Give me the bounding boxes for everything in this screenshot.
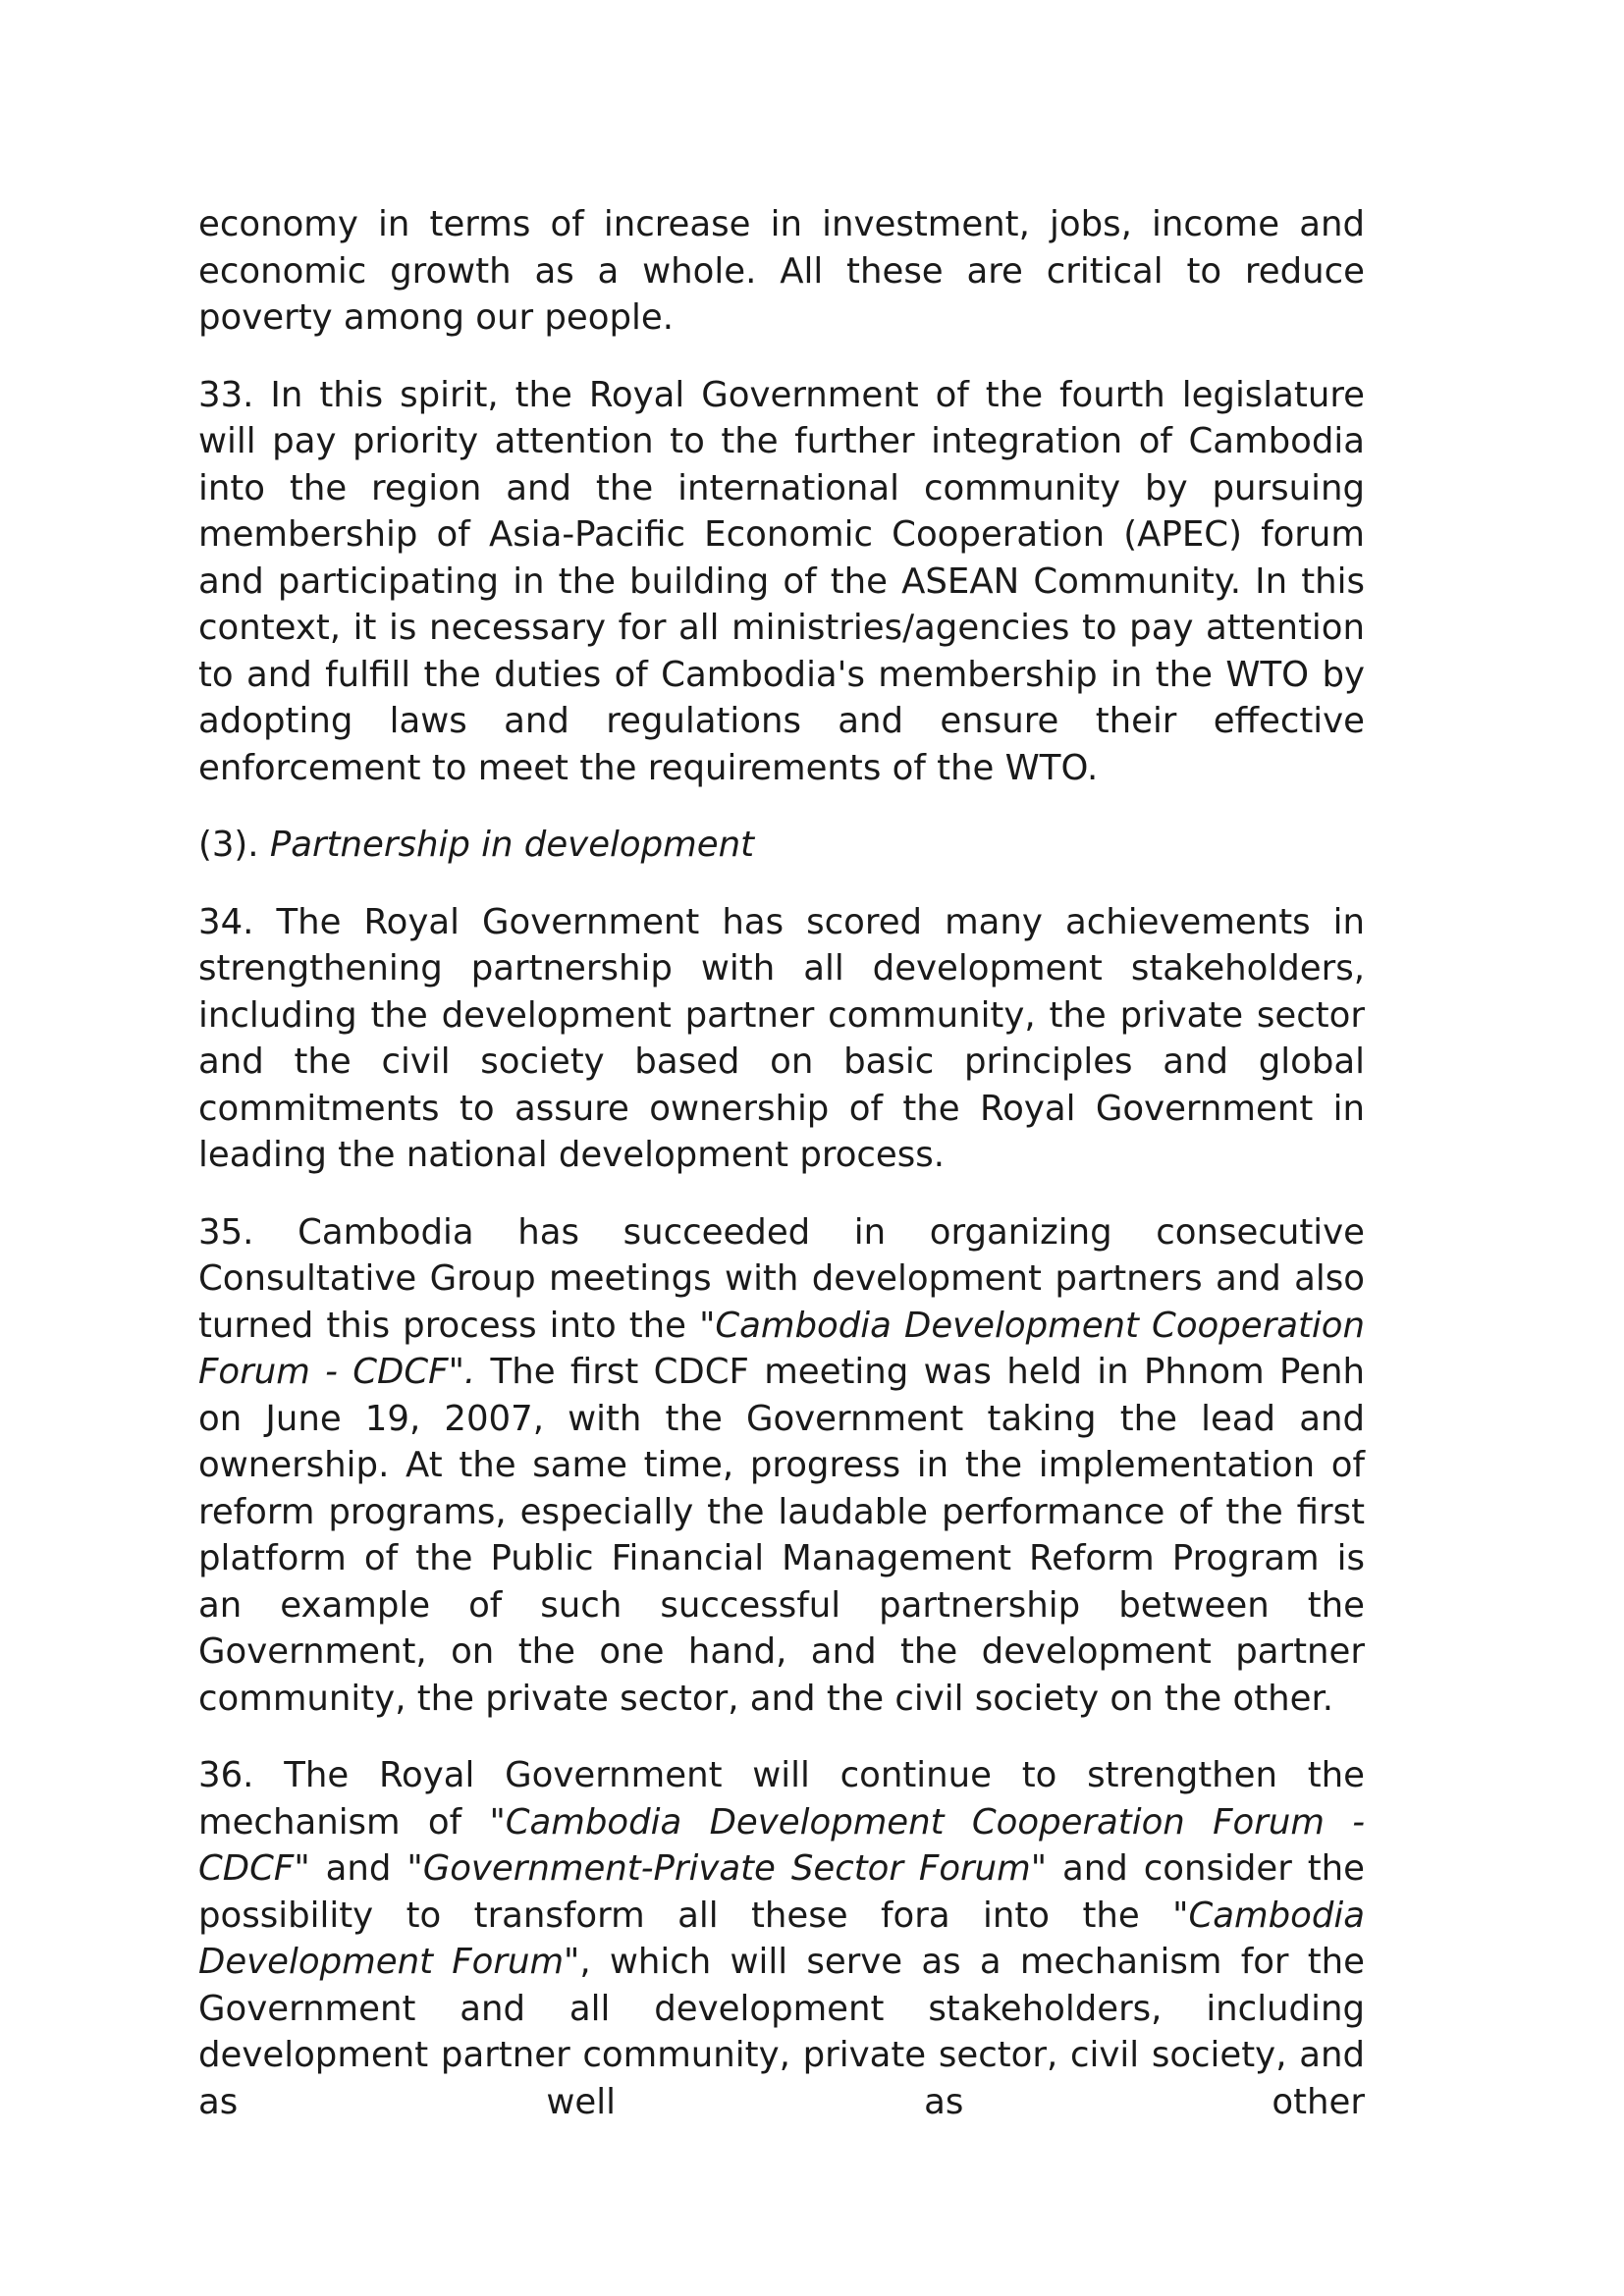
paragraph-33: 33. In this spirit, the Royal Government of the fourth legislature will pay priority attention to the further integration of Cambodia into the region and the international community by pursuing membership of Asia-Pacific Economic Cooperation (APEC) forum and participating in the building of the ASEAN Community. In this context, it is necessary for all ministries/agencies to pay attention to and fulfill the duties of Cambodia's membership in the WTO by adopting laws and regulations and ensure their effective enforcement to meet the requirements of the WTO. — [198, 374, 1365, 788]
paragraph-35-text-c: The first CDCF meeting was held in Phnom Penh on June 19, 2007, with the Government taking the lead and ownership. At the same time, progress in the implementation of reform programs, especially the laudable performance of the first platform of the Public Financial Management Reform Program is an example of such successful partnership between the Government, on the one hand, and the development partner community, the private sector, and the civil society on the other. — [198, 1352, 1365, 1719]
paragraph-32-continued: economy in terms of increase in investment, jobs, income and economic growth as a whole. All these are critical to reduce poverty among our people. — [198, 204, 1365, 338]
paragraph-35-text-a: 35. Cambodia has succeeded in organizing consecutive Consultative Group meetings with development partners and also turned this process into the — [198, 1211, 1365, 1346]
section-title: Partnership in development — [269, 825, 754, 865]
paragraph-35 — [198, 1209, 1365, 1723]
paragraph-35-forum-name: "Cambodia Development Cooperation Forum - CDCF". — [198, 1305, 1365, 1392]
paragraph-36 — [198, 1752, 1365, 2125]
section-number: (3). — [198, 825, 259, 865]
document-page — [198, 201, 1365, 2156]
paragraph-34: 34. The Royal Government has scored many achievements in strengthening partnership with all development stakeholders, including the development partner community, the private sector and the civil society based on basic principles and global commitments to assure ownership of the Royal Government in leading the national development process. — [198, 901, 1365, 1175]
paragraph-36-forum-cdf: Cambodia Development Forum — [198, 1895, 1365, 1982]
paragraph-36-text-e: and consider the possibility to transform all these fora into the " — [198, 1848, 1366, 1936]
paragraph-36-text-c: and — [309, 1848, 407, 1889]
section-heading-3 — [198, 822, 1365, 869]
paragraph-36-forum-private-sector: "Government-Private Sector Forum" — [406, 1848, 1048, 1889]
paragraph-36-forum-cdcf: "Cambodia Development Cooperation Forum - CDCF" — [198, 1801, 1366, 1889]
paragraph-36-text-a: 36. The Royal Government will continue to strengthen the mechanism of — [198, 1755, 1365, 1842]
paragraph-36-text-g: ", which will serve as a mechanism for the Government and all development stakeholders, including development partner community, private sector, civil society, and as well as other — [198, 1942, 1365, 2122]
